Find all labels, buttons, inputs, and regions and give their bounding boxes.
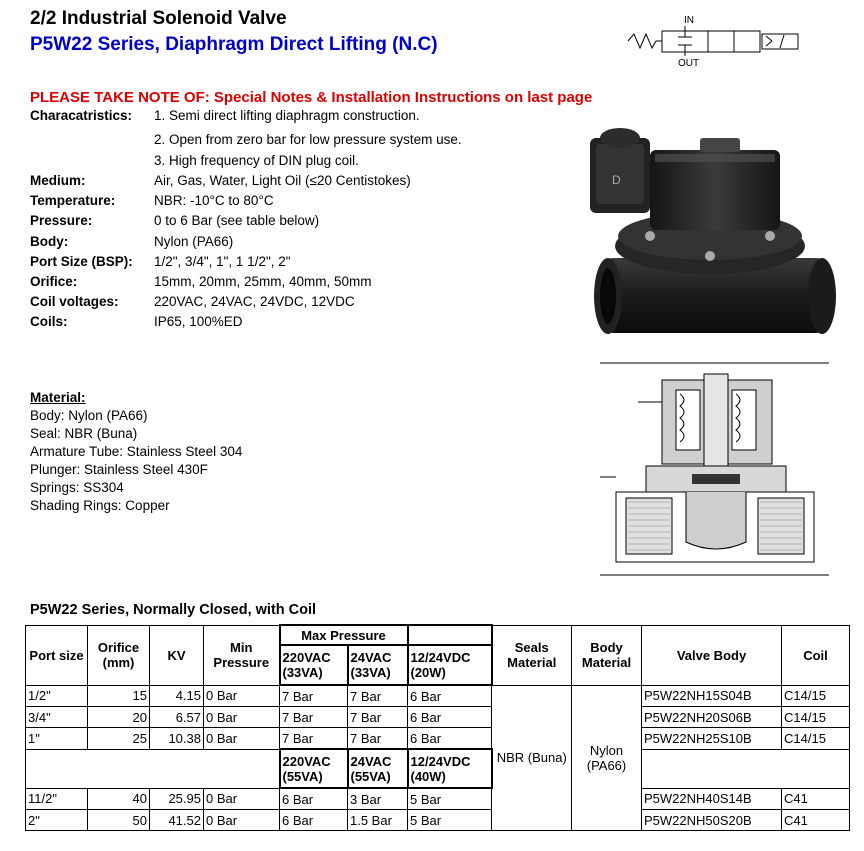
cell-pressure-dc: 5 Bar <box>408 788 492 810</box>
cell-pressure-220vac: 7 Bar <box>280 707 348 728</box>
spec-table <box>25 624 850 831</box>
cell-orifice: 40 <box>88 788 150 810</box>
spec-label-temperature: Temperature: <box>30 193 116 208</box>
header-max-pressure: Max Pressure <box>280 625 408 645</box>
cell-port: 2" <box>26 810 88 831</box>
table-row <box>26 810 850 831</box>
cell-pressure-dc: 6 Bar <box>408 707 492 728</box>
cell-port: 1/2" <box>26 685 88 707</box>
cell-valve-body: P5W22NH50S20B <box>642 810 782 831</box>
cell-min-pressure: 0 Bar <box>204 728 280 750</box>
spec-value-coil-voltages: 220VAC, 24VAC, 24VDC, 12VDC <box>154 294 355 309</box>
table-row <box>26 728 850 750</box>
cell-pressure-24vac: 1.5 Bar <box>348 810 408 831</box>
symbol-in-label: IN <box>684 15 694 26</box>
page-subtitle: P5W22 Series, Diaphragm Direct Lifting (N.C) <box>30 34 438 55</box>
voltage-dc-40w: 12/24VDC (40W) <box>408 749 492 788</box>
spec-value-pressure: 0 to 6 Bar (see table below) <box>154 213 320 228</box>
symbol-out-label: OUT <box>678 58 700 69</box>
material-title: Material: <box>30 390 86 405</box>
spec-label-coil-voltages: Coil voltages: <box>30 294 119 309</box>
material-line: Springs: SS304 <box>30 480 124 495</box>
material-line: Seal: NBR (Buna) <box>30 426 138 441</box>
page-title: 2/2 Industrial Solenoid Valve <box>30 8 287 29</box>
cell-port: 3/4" <box>26 707 88 728</box>
voltage-220vac-55va: 220VAC (55VA) <box>280 749 348 788</box>
blank-cell <box>26 749 280 788</box>
header-port-size: Port size <box>26 625 88 685</box>
cell-valve-body: P5W22NH25S10B <box>642 728 782 750</box>
cell-coil: C41 <box>782 788 850 810</box>
cell-pressure-24vac: 7 Bar <box>348 685 408 707</box>
table-voltage-row-2 <box>26 749 850 788</box>
material-line: Shading Rings: Copper <box>30 498 170 513</box>
material-line: Body: Nylon (PA66) <box>30 408 148 423</box>
cell-kv: 6.57 <box>150 707 204 728</box>
spec-value-temperature: NBR: -10°C to 80°C <box>154 193 274 208</box>
characteristic-3: 3. High frequency of DIN plug coil. <box>154 153 359 168</box>
header-coil: Coil <box>782 625 850 685</box>
cell-min-pressure: 0 Bar <box>204 810 280 831</box>
installation-note: PLEASE TAKE NOTE OF: Special Notes & Installation Instructions on last page <box>30 89 593 106</box>
header-body: Body Material <box>572 625 642 685</box>
svg-text:D: D <box>612 173 621 187</box>
spec-value-body: Nylon (PA66) <box>154 234 234 249</box>
cell-kv: 41.52 <box>150 810 204 831</box>
cell-seals-material: NBR (Buna) <box>492 685 572 831</box>
table-row <box>26 707 850 728</box>
spec-value-coils: IP65, 100%ED <box>154 314 243 329</box>
spec-label-orifice: Orifice: <box>30 274 78 289</box>
cell-pressure-220vac: 6 Bar <box>280 810 348 831</box>
table-row <box>26 788 850 810</box>
voltage-220vac: 220VAC (33VA) <box>280 645 348 685</box>
cell-kv: 25.95 <box>150 788 204 810</box>
voltage-12-24vdc: 12/24VDC (20W) <box>408 645 492 685</box>
characteristics-label: Characatristics: <box>30 108 133 123</box>
cell-valve-body: P5W22NH20S06B <box>642 707 782 728</box>
cell-orifice: 20 <box>88 707 150 728</box>
cell-coil: C41 <box>782 810 850 831</box>
cell-orifice: 15 <box>88 685 150 707</box>
cell-valve-body: P5W22NH40S14B <box>642 788 782 810</box>
cell-pressure-220vac: 6 Bar <box>280 788 348 810</box>
header-valve-body: Valve Body <box>642 625 782 685</box>
cell-min-pressure: 0 Bar <box>204 788 280 810</box>
spec-label-medium: Medium: <box>30 173 86 188</box>
cell-pressure-220vac: 7 Bar <box>280 728 348 750</box>
spec-label-port-size: Port Size (BSP): <box>30 254 133 269</box>
cell-coil: C14/15 <box>782 728 850 750</box>
blank-cell <box>642 749 850 788</box>
header-orifice: Orifice (mm) <box>88 625 150 685</box>
cell-pressure-dc: 5 Bar <box>408 810 492 831</box>
cell-kv: 4.15 <box>150 685 204 707</box>
cell-pressure-dc: 6 Bar <box>408 685 492 707</box>
voltage-24vac: 24VAC (33VA) <box>348 645 408 685</box>
spec-value-port-size: 1/2", 3/4", 1", 1 1/2", 2" <box>154 254 291 269</box>
cross-section-diagram <box>600 362 830 577</box>
spec-label-pressure: Pressure: <box>30 213 93 228</box>
cell-pressure-dc: 6 Bar <box>408 728 492 750</box>
table-title: P5W22 Series, Normally Closed, with Coil <box>30 602 317 618</box>
cell-orifice: 25 <box>88 728 150 750</box>
header-seals: Seals Material <box>492 625 572 685</box>
header-kv: KV <box>150 625 204 685</box>
valve-photo-image <box>560 118 860 343</box>
table-header-row <box>26 625 850 645</box>
cell-pressure-24vac: 3 Bar <box>348 788 408 810</box>
material-line: Plunger: Stainless Steel 430F <box>30 462 208 477</box>
table-row <box>26 685 850 707</box>
voltage-24vac-55va: 24VAC (55VA) <box>348 749 408 788</box>
cell-orifice: 50 <box>88 810 150 831</box>
valve-symbol-icon <box>626 10 846 70</box>
cell-port: 11/2" <box>26 788 88 810</box>
characteristic-1: 1. Semi direct lifting diaphragm construction. <box>154 108 420 123</box>
characteristic-2: 2. Open from zero bar for low pressure system use. <box>154 132 462 147</box>
header-max-pressure-blank <box>408 625 492 645</box>
cell-port: 1" <box>26 728 88 750</box>
cell-pressure-24vac: 7 Bar <box>348 728 408 750</box>
header-min-pressure: Min Pressure <box>204 625 280 685</box>
spec-label-coils: Coils: <box>30 314 68 329</box>
spec-value-orifice: 15mm, 20mm, 25mm, 40mm, 50mm <box>154 274 372 289</box>
cell-coil: C14/15 <box>782 685 850 707</box>
cell-body-material: Nylon (PA66) <box>572 685 642 831</box>
material-line: Armature Tube: Stainless Steel 304 <box>30 444 243 459</box>
spec-value-medium: Air, Gas, Water, Light Oil (≤20 Centistokes) <box>154 173 411 188</box>
spec-label-body: Body: <box>30 234 69 249</box>
cell-pressure-220vac: 7 Bar <box>280 685 348 707</box>
cell-coil: C14/15 <box>782 707 850 728</box>
cell-kv: 10.38 <box>150 728 204 750</box>
cell-min-pressure: 0 Bar <box>204 707 280 728</box>
cell-pressure-24vac: 7 Bar <box>348 707 408 728</box>
cell-min-pressure: 0 Bar <box>204 685 280 707</box>
cell-valve-body: P5W22NH15S04B <box>642 685 782 707</box>
